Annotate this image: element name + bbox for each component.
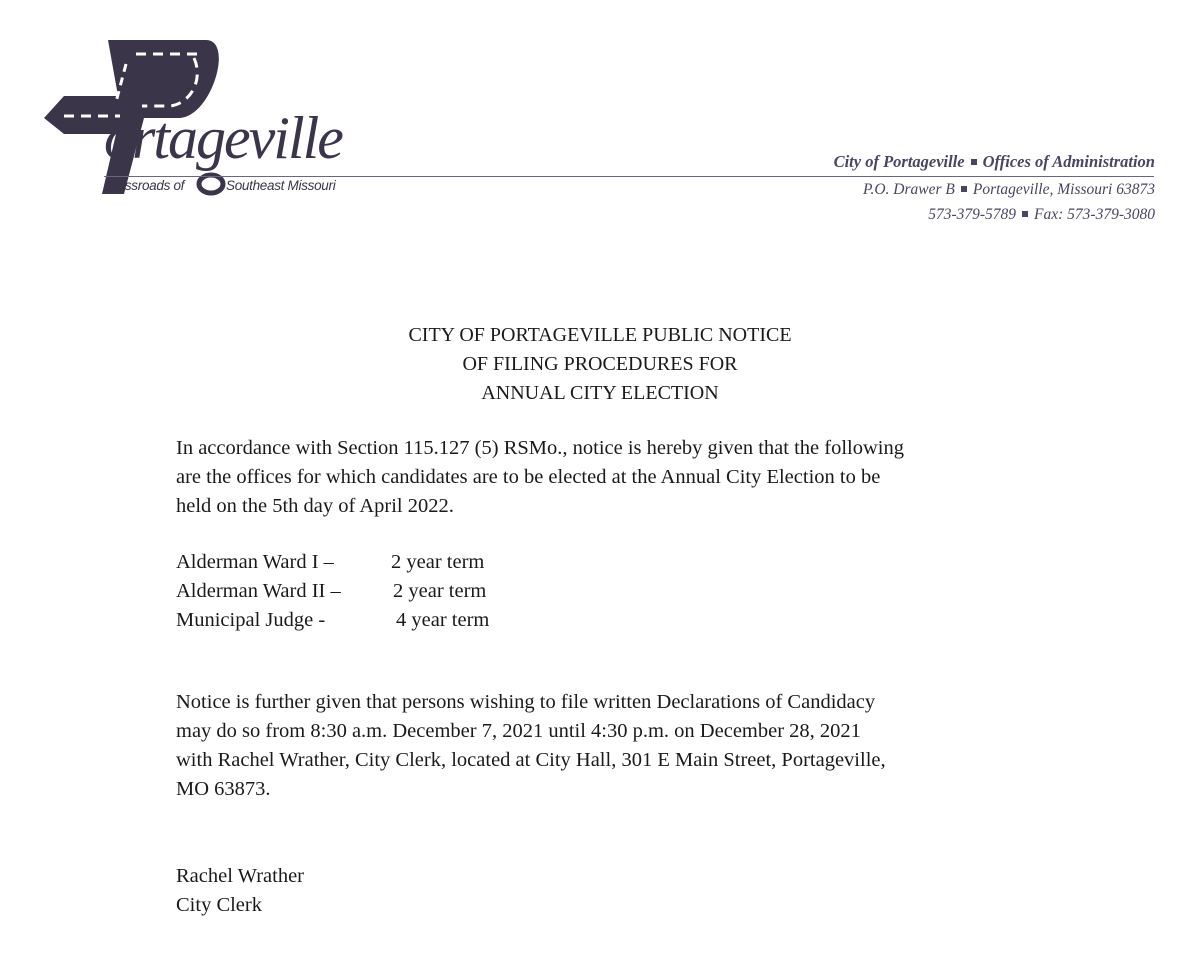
phone-number: 573-379-5789 <box>928 206 1017 223</box>
square-bullet-icon <box>971 159 977 165</box>
square-bullet-icon <box>961 186 967 192</box>
letterhead <box>0 0 1200 240</box>
office-term: 2 year term <box>393 580 487 602</box>
intro-paragraph <box>176 434 1076 521</box>
title-line: OF FILING PROCEDURES FOR <box>462 353 738 375</box>
office-heading <box>834 152 1155 172</box>
title-line: CITY OF PORTAGEVILLE PUBLIC NOTICE <box>408 324 792 346</box>
office-name: Alderman Ward II – <box>176 580 341 602</box>
filing-line: with Rachel Wrather, City Clerk, located at City Hall, 301 E Main Street, Portageville, <box>176 749 886 771</box>
title-line: ANNUAL CITY ELECTION <box>481 382 719 404</box>
tagline-right: Southeast Missouri <box>226 178 336 193</box>
office-name: Municipal Judge - <box>176 609 326 631</box>
fax-number: Fax: 573-379-3080 <box>1034 206 1155 223</box>
office-city: City of Portageville <box>833 152 965 171</box>
office-term: 2 year term <box>391 551 485 573</box>
office-term: 4 year term <box>396 609 490 631</box>
intro-line: are the offices for which candidates are to be elected at the Annual City Election to be <box>176 466 881 488</box>
intro-line: held on the 5th day of April 2022. <box>176 495 454 517</box>
square-bullet-icon <box>1022 211 1028 217</box>
tagline-left: Crossroads of <box>104 178 185 193</box>
phone-line <box>928 206 1155 224</box>
filing-line: MO 63873. <box>176 778 271 800</box>
address-city: Portageville, Missouri 63873 <box>972 181 1155 198</box>
intro-line: In accordance with Section 115.127 (5) RSMo., notice is hereby given that the following <box>176 437 904 459</box>
notice-title <box>0 321 1200 408</box>
filing-paragraph <box>176 688 1076 804</box>
office-department: Offices of Administration <box>982 152 1155 171</box>
logo-wordmark: ortageville <box>104 105 342 171</box>
filing-line: may do so from 8:30 a.m. December 7, 2021 until 4:30 p.m. on December 28, 2021 <box>176 720 861 742</box>
letterhead-rule <box>104 176 1154 177</box>
filing-line: Notice is further given that persons wishing to file written Declarations of Candidacy <box>176 691 876 713</box>
address-box: P.O. Drawer B <box>863 181 955 198</box>
address-line <box>863 181 1155 199</box>
signature-block <box>176 862 304 920</box>
signer-name: Rachel Wrather <box>176 865 304 887</box>
office-name: Alderman Ward I – <box>176 551 334 573</box>
signer-title: City Clerk <box>176 894 262 916</box>
